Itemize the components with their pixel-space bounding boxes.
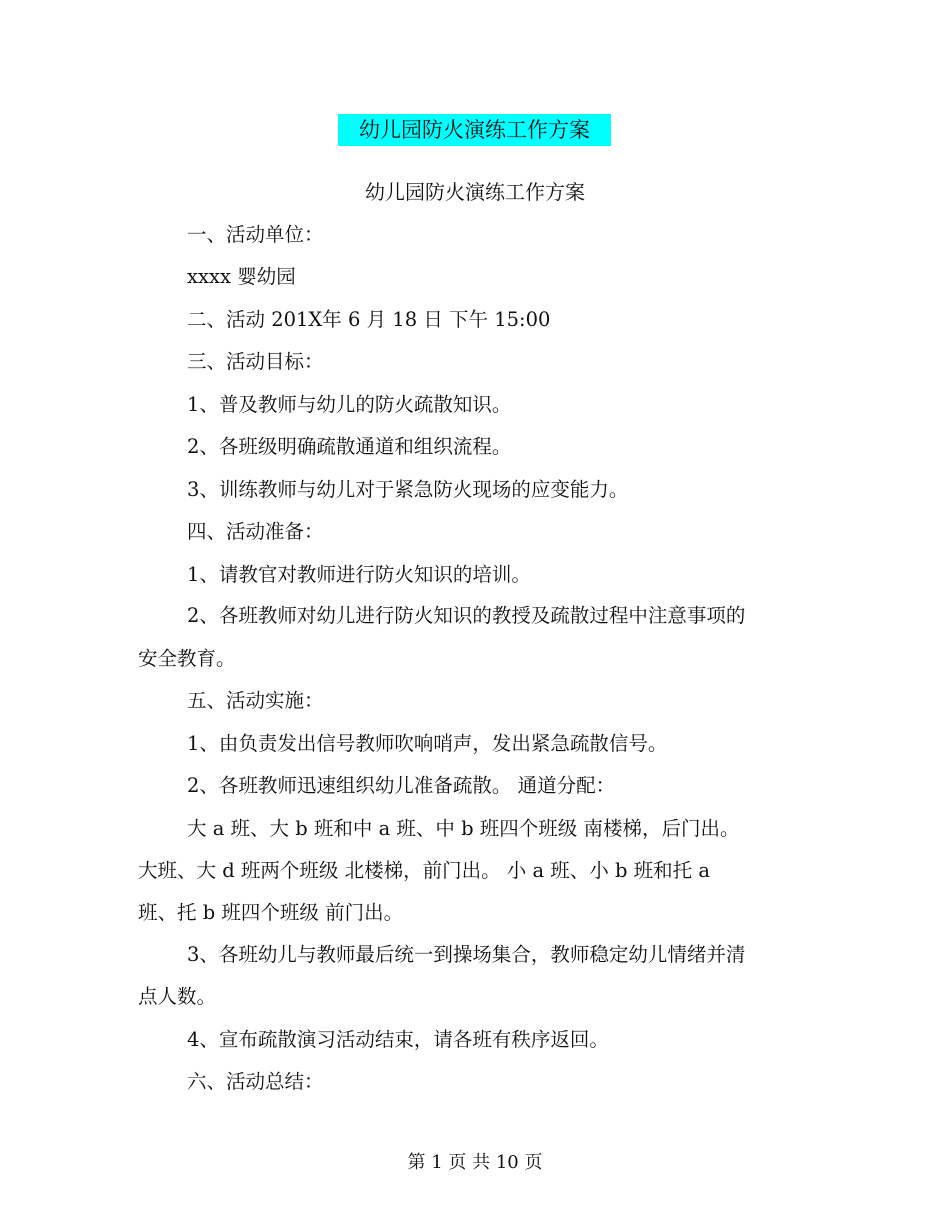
goal-item: 3、训练教师与幼儿对于紧急防火现场的应变能力。 — [187, 478, 629, 501]
route-allocation: 大 a 班、大 b 班和中 a 班、中 b 班四个班级 南楼梯，后门出。 — [187, 817, 740, 840]
heading-unit: 一、活动单位： — [187, 223, 324, 246]
impl-item-continued: 点人数。 — [138, 985, 217, 1008]
goal-item: 1、普及教师与幼儿的防火疏散知识。 — [187, 393, 512, 416]
prep-item: 2、各班教师对幼儿进行防火知识的教授及疏散过程中注意事项的 — [187, 604, 746, 627]
page-footer: 第 1 页 共 10 页 — [407, 1152, 543, 1173]
heading-implementation: 五、活动实施： — [187, 689, 324, 712]
paragraph-unit-name: xxxx 婴幼园 — [187, 265, 296, 288]
heading-preparation: 四、活动准备： — [187, 520, 324, 543]
heading-time: 二、活动 201X年 6 月 18 日 下午 15:00 — [187, 308, 551, 331]
route-allocation-continued: 班、托 b 班四个班级 前门出。 — [138, 901, 404, 924]
route-allocation-continued: 大班、大 d 班两个班级 北楼梯，前门出。 小 a 班、小 b 班和托 a — [138, 859, 711, 882]
document-title: 幼儿园防火演练工作方案 — [365, 180, 585, 204]
heading-goals: 三、活动目标： — [187, 350, 324, 373]
prep-item: 1、请教官对教师进行防火知识的培训。 — [187, 563, 531, 586]
impl-item: 2、各班教师迅速组织幼儿准备疏散。 通道分配： — [187, 774, 616, 797]
prep-item-continued: 安全教育。 — [138, 647, 236, 670]
impl-item: 3、各班幼儿与教师最后统一到操场集合，教师稳定幼儿情绪并清 — [187, 943, 746, 966]
highlighted-title: 幼儿园防火演练工作方案 — [338, 114, 611, 146]
goal-item: 2、各班级明确疏散通道和组织流程。 — [187, 435, 512, 458]
impl-item: 4、宣布疏散演习活动结束，请各班有秩序返回。 — [187, 1028, 609, 1051]
heading-summary: 六、活动总结： — [187, 1070, 324, 1093]
impl-item: 1、由负责发出信号教师吹响哨声，发出紧急疏散信号。 — [187, 732, 668, 755]
